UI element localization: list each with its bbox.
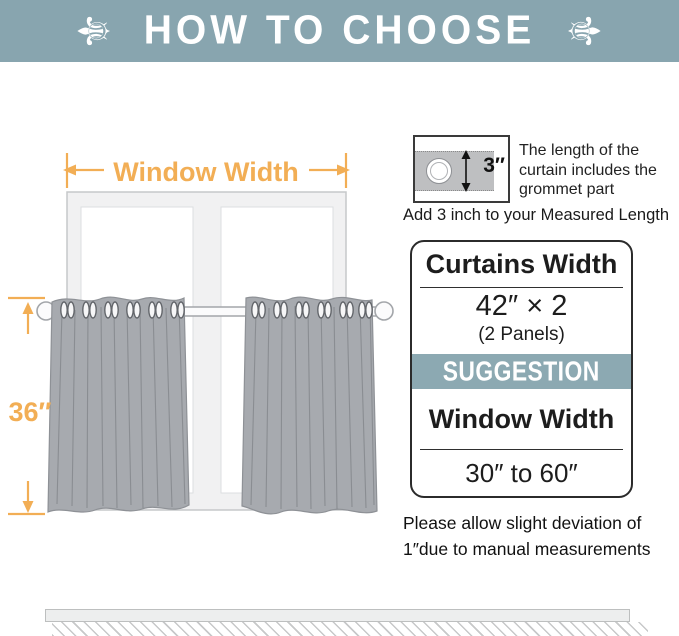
curtains-width-header: Curtains Width bbox=[425, 249, 618, 279]
grommet-diagram bbox=[413, 135, 510, 203]
floor-bar bbox=[45, 609, 630, 622]
window-width-annotation bbox=[63, 153, 350, 188]
suggestion-label: SUGGESTION bbox=[443, 354, 600, 388]
curtain-panel-left bbox=[48, 297, 189, 512]
window-width-label: Window Width bbox=[113, 157, 299, 187]
grommet-depth-label: 3″ bbox=[483, 154, 505, 177]
curtain-fabric-strip bbox=[415, 151, 494, 191]
header-banner bbox=[0, 0, 679, 62]
size-suggestion-table bbox=[410, 240, 633, 498]
grommet-hole-inner bbox=[430, 162, 448, 180]
rod-finial-right bbox=[375, 302, 393, 320]
page-title: HOW TO CHOOSE bbox=[143, 7, 536, 54]
measurement-disclaimer bbox=[403, 511, 650, 562]
curtain-length-label: 36″ bbox=[8, 397, 52, 427]
window-illustration bbox=[0, 130, 400, 560]
curtain-panel-right bbox=[242, 297, 377, 514]
window-width-value: 30″ to 60″ bbox=[465, 457, 578, 488]
grommet-note: The length of the curtain includes the grommet part bbox=[519, 142, 657, 198]
fleur-de-lis-icon: ⚜ bbox=[558, 11, 608, 51]
curtains-width-value: 42″ × 2 bbox=[475, 289, 568, 322]
panels-note: (2 Panels) bbox=[478, 324, 565, 345]
depth-arrow-icon bbox=[459, 149, 473, 193]
floor-hatching bbox=[52, 622, 648, 636]
grommet-instruction: Add 3 inch to your Measured Length bbox=[403, 206, 670, 224]
disclaimer-line-1: Please allow slight deviation of bbox=[403, 513, 642, 533]
window-width-header: Window Width bbox=[428, 403, 615, 434]
grommet-hole-icon bbox=[426, 158, 452, 184]
curtain-length-annotation bbox=[8, 298, 52, 514]
suggestion-band bbox=[412, 354, 631, 389]
fleur-de-lis-icon: ⚜ bbox=[71, 11, 121, 51]
disclaimer-line-2: 1″due to manual measurements bbox=[403, 538, 651, 559]
